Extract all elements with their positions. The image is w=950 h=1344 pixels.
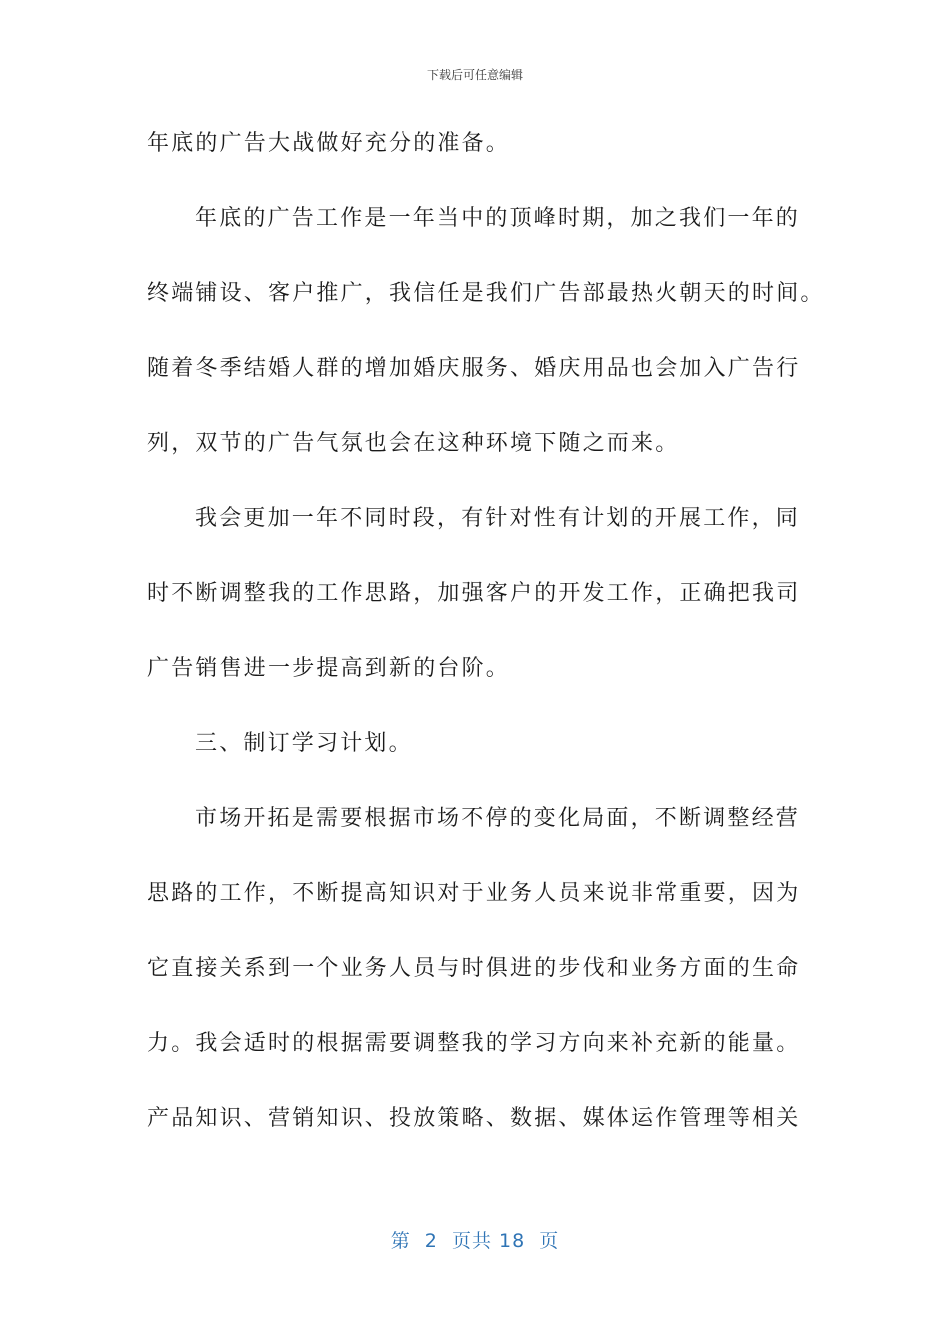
text-line: 列，双节的广告气氛也会在这种环境下随之而来。 <box>147 431 680 456</box>
text-line: 年底的广告工作是一年当中的顶峰时期，加之我们一年的 <box>195 206 801 231</box>
text-line: 力。我会适时的根据需要调整我的学习方向来补充新的能量。 <box>147 1031 801 1056</box>
text-line: 它直接关系到一个业务人员与时俱进的步伐和业务方面的生命 <box>147 956 801 981</box>
text-line: 产品知识、营销知识、投放策略、数据、媒体运作管理等相关 <box>147 1106 801 1131</box>
text-line: 我会更加一年不同时段，有针对性有计划的开展工作，同 <box>195 506 801 531</box>
text-line: 随着冬季结婚人群的增加婚庆服务、婚庆用品也会加入广告行 <box>147 356 801 381</box>
header-note: 下载后可任意编辑 <box>426 68 523 82</box>
text-line: 市场开拓是需要根据市场不停的变化局面，不断调整经营 <box>195 806 801 831</box>
page-number: 第 2 页共 18 页 <box>390 1230 560 1252</box>
text-line: 思路的工作，不断提高知识对于业务人员来说非常重要，因为 <box>147 881 801 906</box>
text-line: 终端铺设、客户推广，我信任是我们广告部最热火朝天的时间。 <box>147 281 825 306</box>
text-line: 广告销售进一步提高到新的台阶。 <box>147 656 511 681</box>
section-heading: 三、制订学习计划。 <box>195 731 413 756</box>
text-line: 年底的广告大战做好充分的准备。 <box>147 131 511 156</box>
text-line: 时不断调整我的工作思路，加强客户的开发工作，正确把我司 <box>147 581 801 606</box>
